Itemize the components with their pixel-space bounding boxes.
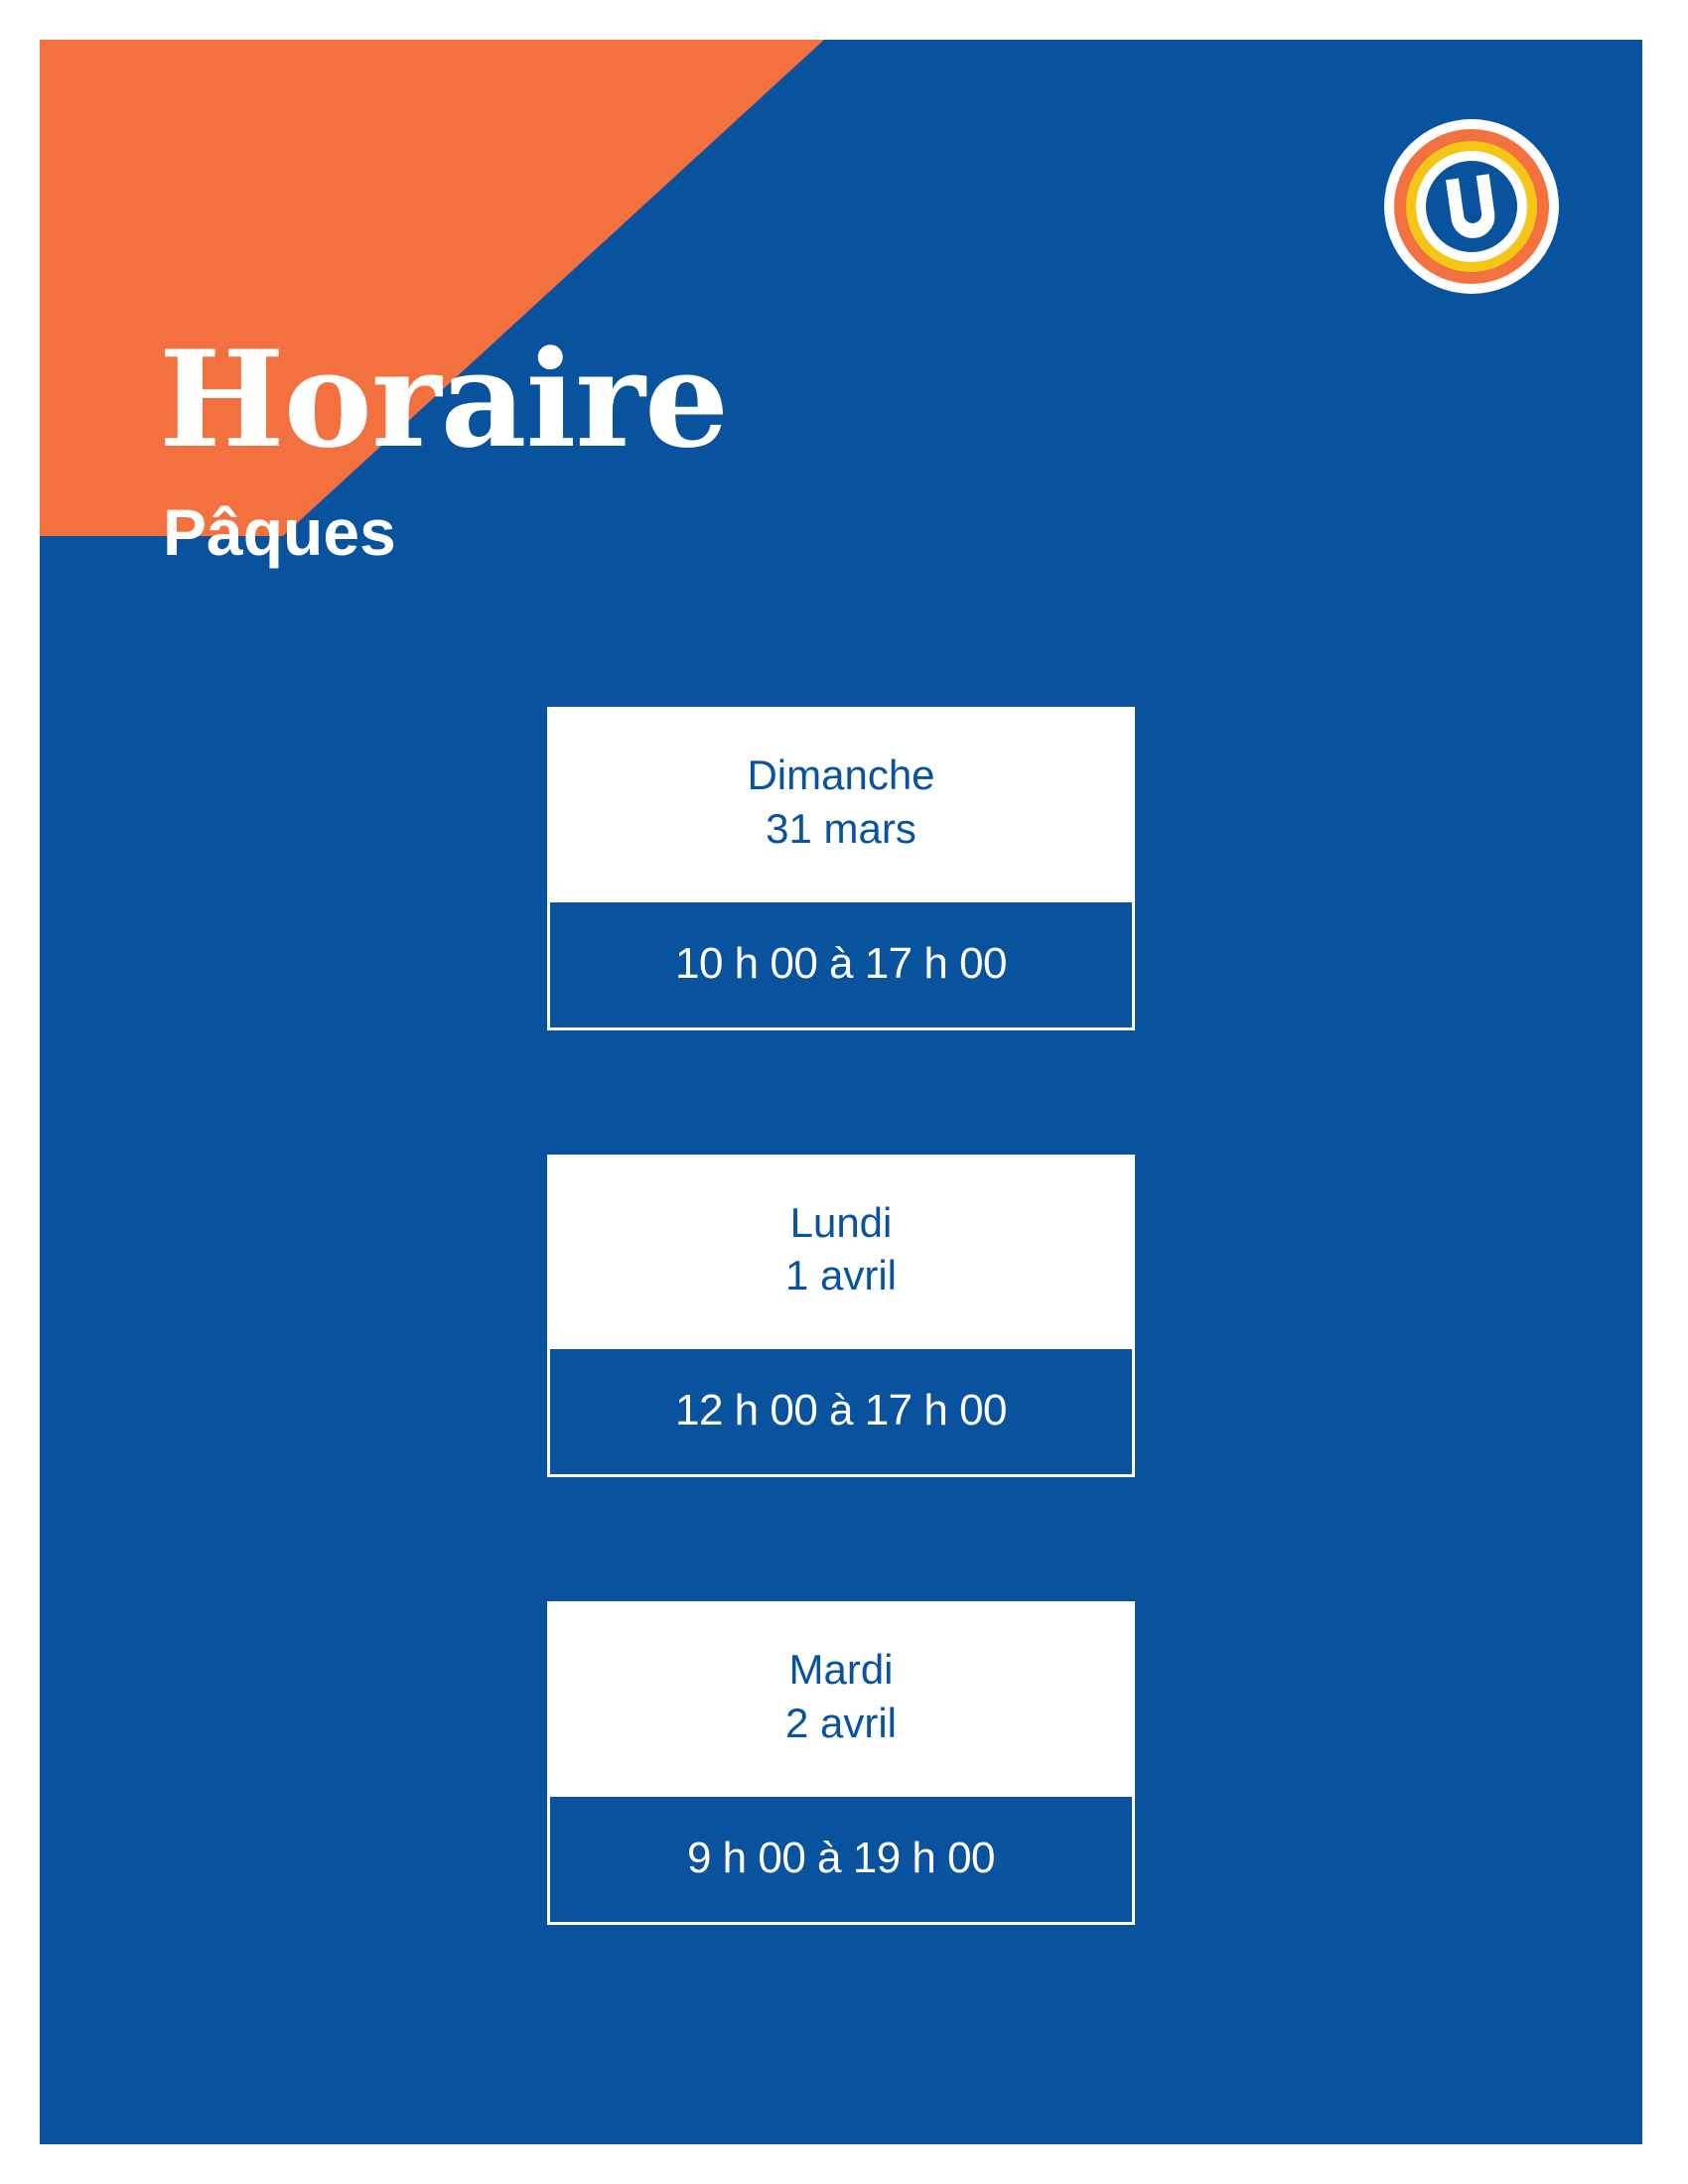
schedule-date: 31 mars: [766, 804, 916, 852]
schedule-day: Dimanche: [747, 751, 935, 798]
page-subtitle: Pâques: [163, 495, 396, 569]
schedule-card-header: [547, 707, 1135, 899]
schedule-date: 2 avril: [784, 1699, 898, 1746]
schedule-card: [547, 1155, 1135, 1478]
schedule-date: 1 avril: [784, 1252, 898, 1299]
schedule-hours: 10 h 00 à 17 h 00: [547, 899, 1135, 1030]
page-title: Horaire: [159, 321, 729, 478]
schedule-hours: 12 h 00 à 17 h 00: [547, 1346, 1135, 1477]
schedule-day: Lundi: [789, 1198, 893, 1246]
schedule-card: [547, 1601, 1135, 1925]
schedule-card-header: [547, 1155, 1135, 1347]
schedule-card-header: [547, 1601, 1135, 1794]
schedule-hours: 9 h 00 à 19 h 00: [547, 1794, 1135, 1925]
title-block: [159, 321, 729, 569]
schedule-day: Mardi: [788, 1646, 894, 1693]
schedule-card: [547, 707, 1135, 1030]
university-u-logo-icon: [1382, 117, 1561, 296]
schedule-list: [40, 707, 1642, 1925]
poster-canvas: [40, 40, 1642, 2144]
